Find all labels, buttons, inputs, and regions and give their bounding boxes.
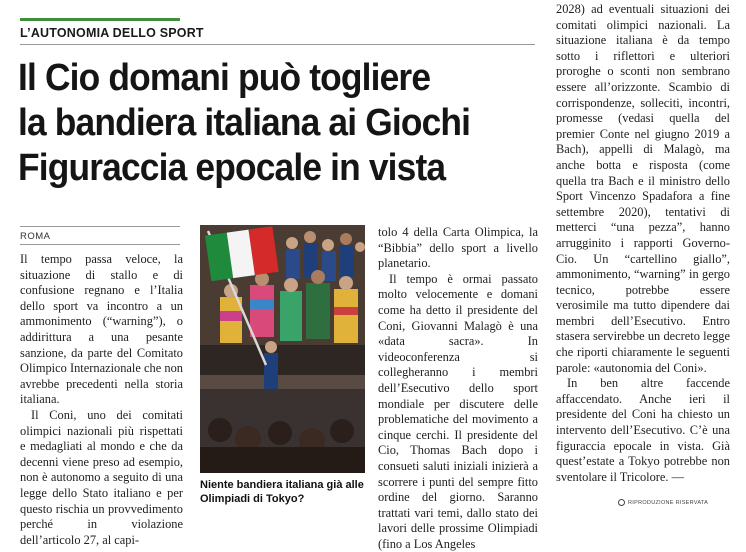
- column2-paragraph-2: Il tempo è ormai passato molto velocemente e domani come ha detto il presidente del Coni, Giovanni Malagò è una «data sacra». In videoconferenza si collegheranno i membri dell’Esecutivo dello sport mondiale per discutere delle problematiche del movimento a cinque cerchi. Il presidente del Cio, Thomas Bach dopo i consueti saluti iniziali inizierà a scorrere i punti del sempre fitto ordine del giorno. Saranno trattati vari temi, dallo stato dei lavori delle prossime Olimpiadi (fino a Los Angeles: [378, 271, 538, 551]
- photo-illustration: [200, 225, 365, 473]
- article-column-1: [20, 252, 183, 548]
- column3-paragraph-1: 2028) ad eventuali situazioni dei comitati olimpici nazionali. La situazione italiana è da tempo sotto i riflettori e ulteriori proroghe o sconti non sembrano essere all’orizzonte. Scambio di corrispondenze, solleciti, incontri, promesse (vedasi quella del premier Conte nel giugno 2019 a Bach), appelli di Malagò, ma anche botta e risposta (come quella tra Bach e il ministro dello Sport Vincenzo Spadafora a fine settembre 2020), tentativi di metterci “una pezza”, hanno arrugginito i rapporti Governo-Cio. Un “cartellino giallo”, ammonimento, “warning” in gergo tecnico, potrebbe essere verosimile ma tutto dipendere dai membri dell’Esecutivo. Entro stasera servirebbe un decreto legge che riporti chiaramente le seguenti parole: «autonomia del Coni».: [556, 2, 730, 375]
- kicker-divider: [20, 44, 535, 45]
- copyright-icon: [618, 499, 625, 506]
- kicker-accent-bar: [20, 18, 180, 21]
- column1-paragraph-1: Il tempo passa veloce, la situazione di stallo e di confusione regnano e l’Italia dello sport va incontro a un ammonimento (“warning”), o addirittura a una pesante sanzione, da parte del Comitato Olimpico Internazionale che non avrebbe precedenti nella storia italiana.: [20, 252, 183, 407]
- section-kicker: L’AUTONOMIA DELLO SPORT: [20, 26, 204, 40]
- headline-line-2: la bandiera italiana ai Giochi: [18, 102, 471, 144]
- article-column-3: [556, 2, 730, 485]
- dateline-divider-bottom: [20, 244, 180, 245]
- article-column-2: [378, 225, 538, 552]
- headline-line-3: Figuraccia epocale in vista: [18, 147, 446, 189]
- reproduction-credit: RIPRODUZIONE RISERVATA: [628, 500, 709, 506]
- dateline: ROMA: [20, 231, 51, 242]
- dateline-divider-top: [20, 226, 180, 227]
- column3-paragraph-2: In ben altre faccende affaccendato. Anche ieri il presidente del Coni ha chiesto un intervento dell’Esecutivo. C’è una figuraccia epocale in vista. Già quest’estate a Tokyo potrebbe non sventolare il Tricolore. —: [556, 376, 730, 484]
- column2-paragraph-1: tolo 4 della Carta Olimpica, la “Bibbia” dello sport a livello planetario.: [378, 225, 538, 271]
- headline-line-1: Il Cio domani può togliere: [18, 57, 431, 99]
- photo-caption: Niente bandiera italiana già alle Olimpiadi di Tokyo?: [200, 479, 364, 505]
- column1-paragraph-2: Il Coni, uno dei comitati olimpici nazionali più rispettati e medagliati al mondo e che da decenni viene preso ad esempio, non è autonomo a seguito di una legge dello Stato italiano e per questo rischia un provvedimento perché in violazione dell’articolo 27, al capi-: [20, 407, 183, 547]
- headline: [18, 56, 511, 191]
- olympic-parade-photo: [200, 225, 365, 473]
